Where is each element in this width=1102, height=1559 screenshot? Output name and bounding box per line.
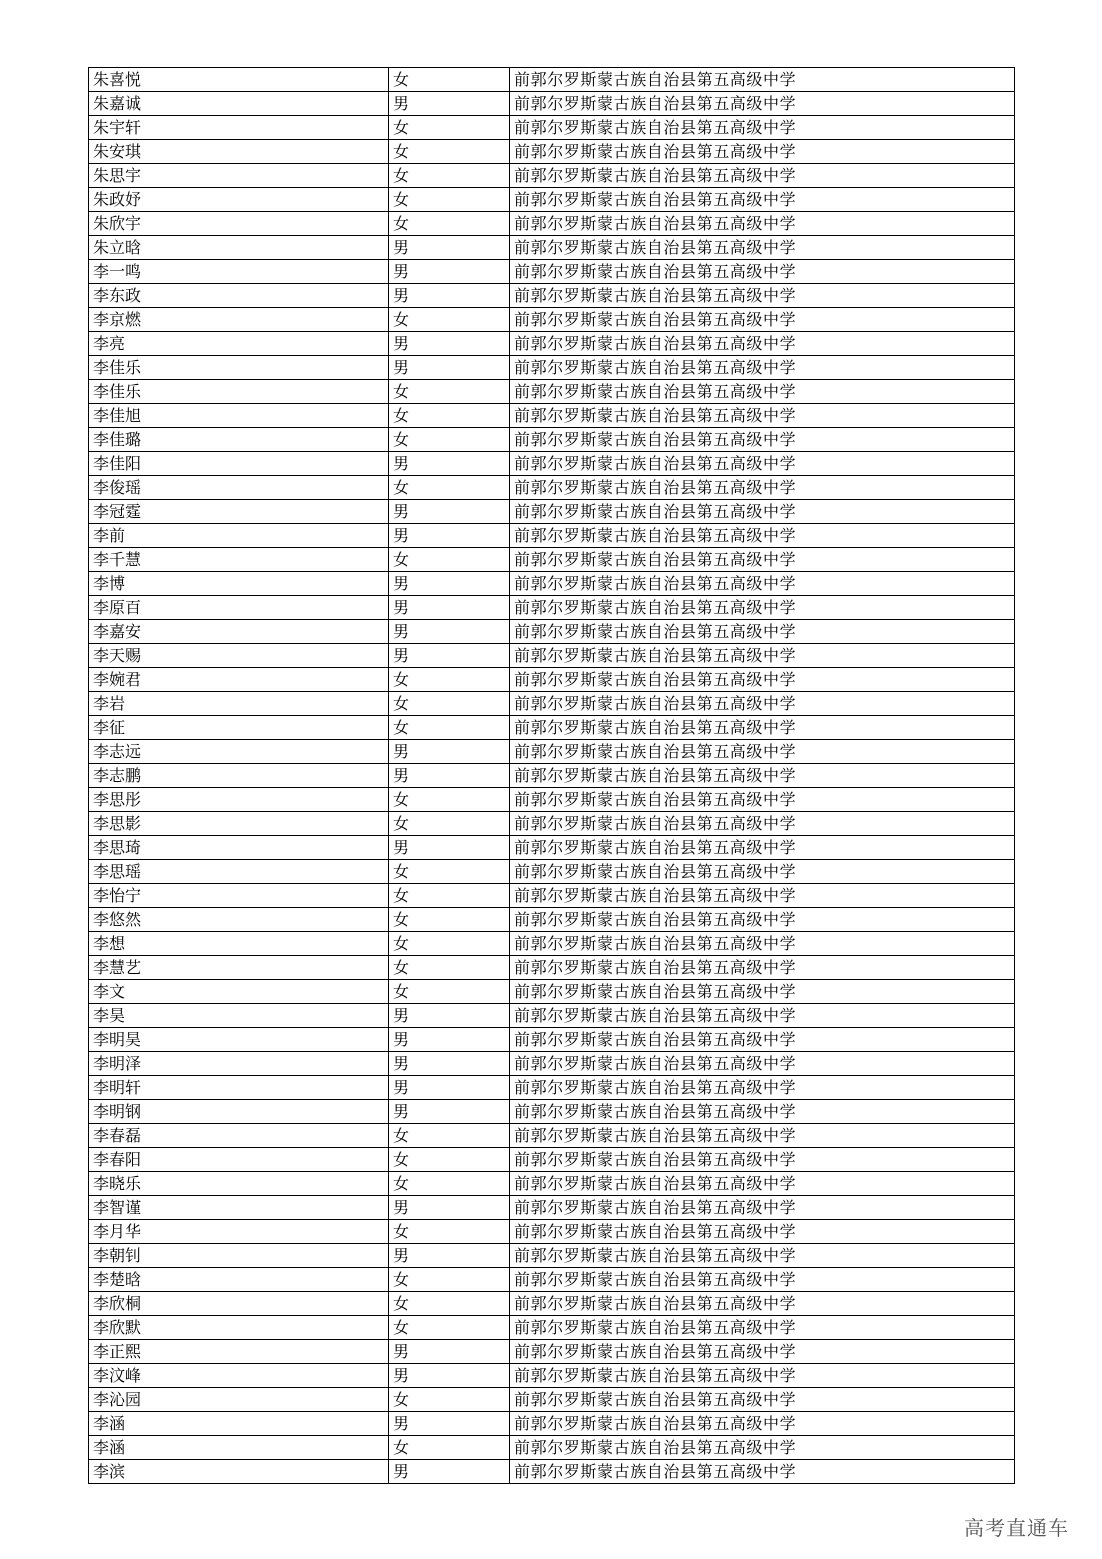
name-cell: 李前 (89, 524, 389, 548)
gender-cell: 女 (389, 716, 510, 740)
gender-cell: 男 (389, 260, 510, 284)
gender-cell: 男 (389, 836, 510, 860)
school-cell: 前郭尔罗斯蒙古族自治县第五高级中学 (510, 1316, 1015, 1340)
school-cell: 前郭尔罗斯蒙古族自治县第五高级中学 (510, 1148, 1015, 1172)
name-cell: 李明昊 (89, 1028, 389, 1052)
school-cell: 前郭尔罗斯蒙古族自治县第五高级中学 (510, 212, 1015, 236)
gender-cell: 女 (389, 932, 510, 956)
gender-cell: 女 (389, 212, 510, 236)
gender-cell: 男 (389, 1412, 510, 1436)
name-cell: 李佳乐 (89, 356, 389, 380)
table-row (89, 1388, 1015, 1412)
name-cell: 李昊 (89, 1004, 389, 1028)
school-cell: 前郭尔罗斯蒙古族自治县第五高级中学 (510, 644, 1015, 668)
table-row (89, 1076, 1015, 1100)
school-cell: 前郭尔罗斯蒙古族自治县第五高级中学 (510, 1292, 1015, 1316)
name-cell: 李欣默 (89, 1316, 389, 1340)
table-row (89, 1220, 1015, 1244)
school-cell: 前郭尔罗斯蒙古族自治县第五高级中学 (510, 980, 1015, 1004)
name-cell: 李明钢 (89, 1100, 389, 1124)
gender-cell: 女 (389, 1148, 510, 1172)
gender-cell: 女 (389, 140, 510, 164)
name-cell: 李月华 (89, 1220, 389, 1244)
gender-cell: 男 (389, 1076, 510, 1100)
table-row (89, 908, 1015, 932)
school-cell: 前郭尔罗斯蒙古族自治县第五高级中学 (510, 1268, 1015, 1292)
school-cell: 前郭尔罗斯蒙古族自治县第五高级中学 (510, 524, 1015, 548)
table-row (89, 116, 1015, 140)
school-cell: 前郭尔罗斯蒙古族自治县第五高级中学 (510, 1196, 1015, 1220)
name-cell: 李嘉安 (89, 620, 389, 644)
school-cell: 前郭尔罗斯蒙古族自治县第五高级中学 (510, 308, 1015, 332)
name-cell: 李涵 (89, 1436, 389, 1460)
name-cell: 李志鹏 (89, 764, 389, 788)
gender-cell: 女 (389, 188, 510, 212)
name-cell: 李佳璐 (89, 428, 389, 452)
school-cell: 前郭尔罗斯蒙古族自治县第五高级中学 (510, 692, 1015, 716)
name-cell: 李沁园 (89, 1388, 389, 1412)
gender-cell: 女 (389, 548, 510, 572)
gender-cell: 女 (389, 1220, 510, 1244)
gender-cell: 女 (389, 956, 510, 980)
table-row (89, 308, 1015, 332)
gender-cell: 男 (389, 764, 510, 788)
roster-table (88, 67, 1015, 1484)
school-cell: 前郭尔罗斯蒙古族自治县第五高级中学 (510, 860, 1015, 884)
table-row (89, 1028, 1015, 1052)
school-cell: 前郭尔罗斯蒙古族自治县第五高级中学 (510, 572, 1015, 596)
school-cell: 前郭尔罗斯蒙古族自治县第五高级中学 (510, 1388, 1015, 1412)
name-cell: 李京燃 (89, 308, 389, 332)
name-cell: 李佳乐 (89, 380, 389, 404)
school-cell: 前郭尔罗斯蒙古族自治县第五高级中学 (510, 932, 1015, 956)
table-row (89, 1316, 1015, 1340)
table-row (89, 1004, 1015, 1028)
name-cell: 李想 (89, 932, 389, 956)
name-cell: 李正熙 (89, 1340, 389, 1364)
roster-table-body (89, 68, 1015, 1484)
table-row (89, 1340, 1015, 1364)
table-row (89, 1412, 1015, 1436)
school-cell: 前郭尔罗斯蒙古族自治县第五高级中学 (510, 92, 1015, 116)
name-cell: 李东政 (89, 284, 389, 308)
gender-cell: 女 (389, 428, 510, 452)
school-cell: 前郭尔罗斯蒙古族自治县第五高级中学 (510, 452, 1015, 476)
gender-cell: 女 (389, 788, 510, 812)
gender-cell: 男 (389, 1364, 510, 1388)
name-cell: 朱欣宇 (89, 212, 389, 236)
gender-cell: 女 (389, 1268, 510, 1292)
table-row (89, 884, 1015, 908)
table-row (89, 932, 1015, 956)
gender-cell: 女 (389, 668, 510, 692)
table-row (89, 548, 1015, 572)
name-cell: 李春阳 (89, 1148, 389, 1172)
table-row (89, 68, 1015, 92)
name-cell: 李征 (89, 716, 389, 740)
school-cell: 前郭尔罗斯蒙古族自治县第五高级中学 (510, 548, 1015, 572)
name-cell: 李明泽 (89, 1052, 389, 1076)
name-cell: 李一鸣 (89, 260, 389, 284)
table-row (89, 1460, 1015, 1484)
table-row (89, 212, 1015, 236)
school-cell: 前郭尔罗斯蒙古族自治县第五高级中学 (510, 956, 1015, 980)
school-cell: 前郭尔罗斯蒙古族自治县第五高级中学 (510, 164, 1015, 188)
table-row (89, 644, 1015, 668)
name-cell: 李春磊 (89, 1124, 389, 1148)
name-cell: 朱政妤 (89, 188, 389, 212)
school-cell: 前郭尔罗斯蒙古族自治县第五高级中学 (510, 716, 1015, 740)
school-cell: 前郭尔罗斯蒙古族自治县第五高级中学 (510, 68, 1015, 92)
gender-cell: 男 (389, 1052, 510, 1076)
gender-cell: 女 (389, 1388, 510, 1412)
gender-cell: 男 (389, 92, 510, 116)
school-cell: 前郭尔罗斯蒙古族自治县第五高级中学 (510, 140, 1015, 164)
school-cell: 前郭尔罗斯蒙古族自治县第五高级中学 (510, 188, 1015, 212)
name-cell: 朱立晗 (89, 236, 389, 260)
name-cell: 李千慧 (89, 548, 389, 572)
school-cell: 前郭尔罗斯蒙古族自治县第五高级中学 (510, 1028, 1015, 1052)
table-row (89, 956, 1015, 980)
name-cell: 李智谨 (89, 1196, 389, 1220)
name-cell: 李俊瑶 (89, 476, 389, 500)
name-cell: 李明轩 (89, 1076, 389, 1100)
name-cell: 李佳旭 (89, 404, 389, 428)
name-cell: 李涵 (89, 1412, 389, 1436)
table-row (89, 980, 1015, 1004)
table-row (89, 476, 1015, 500)
school-cell: 前郭尔罗斯蒙古族自治县第五高级中学 (510, 1004, 1015, 1028)
table-row (89, 572, 1015, 596)
name-cell: 朱宇轩 (89, 116, 389, 140)
school-cell: 前郭尔罗斯蒙古族自治县第五高级中学 (510, 836, 1015, 860)
gender-cell: 女 (389, 812, 510, 836)
gender-cell: 男 (389, 524, 510, 548)
table-row (89, 92, 1015, 116)
table-row (89, 140, 1015, 164)
school-cell: 前郭尔罗斯蒙古族自治县第五高级中学 (510, 500, 1015, 524)
name-cell: 朱嘉诚 (89, 92, 389, 116)
school-cell: 前郭尔罗斯蒙古族自治县第五高级中学 (510, 1340, 1015, 1364)
gender-cell: 女 (389, 884, 510, 908)
school-cell: 前郭尔罗斯蒙古族自治县第五高级中学 (510, 620, 1015, 644)
table-row (89, 1052, 1015, 1076)
gender-cell: 男 (389, 740, 510, 764)
school-cell: 前郭尔罗斯蒙古族自治县第五高级中学 (510, 596, 1015, 620)
school-cell: 前郭尔罗斯蒙古族自治县第五高级中学 (510, 1100, 1015, 1124)
gender-cell: 男 (389, 1460, 510, 1484)
school-cell: 前郭尔罗斯蒙古族自治县第五高级中学 (510, 1244, 1015, 1268)
school-cell: 前郭尔罗斯蒙古族自治县第五高级中学 (510, 908, 1015, 932)
table-row (89, 1172, 1015, 1196)
gender-cell: 男 (389, 596, 510, 620)
name-cell: 李岩 (89, 692, 389, 716)
name-cell: 李滨 (89, 1460, 389, 1484)
school-cell: 前郭尔罗斯蒙古族自治县第五高级中学 (510, 812, 1015, 836)
school-cell: 前郭尔罗斯蒙古族自治县第五高级中学 (510, 884, 1015, 908)
name-cell: 李朝钊 (89, 1244, 389, 1268)
school-cell: 前郭尔罗斯蒙古族自治县第五高级中学 (510, 740, 1015, 764)
school-cell: 前郭尔罗斯蒙古族自治县第五高级中学 (510, 476, 1015, 500)
gender-cell: 男 (389, 356, 510, 380)
school-cell: 前郭尔罗斯蒙古族自治县第五高级中学 (510, 116, 1015, 140)
table-row (89, 1148, 1015, 1172)
gender-cell: 男 (389, 1100, 510, 1124)
name-cell: 李思影 (89, 812, 389, 836)
gender-cell: 女 (389, 1316, 510, 1340)
watermark: 高考直通车 (964, 1516, 1069, 1540)
school-cell: 前郭尔罗斯蒙古族自治县第五高级中学 (510, 1172, 1015, 1196)
name-cell: 李思琦 (89, 836, 389, 860)
name-cell: 李原百 (89, 596, 389, 620)
name-cell: 李怡宁 (89, 884, 389, 908)
gender-cell: 女 (389, 116, 510, 140)
table-row (89, 860, 1015, 884)
table-row (89, 1244, 1015, 1268)
gender-cell: 男 (389, 572, 510, 596)
school-cell: 前郭尔罗斯蒙古族自治县第五高级中学 (510, 1220, 1015, 1244)
gender-cell: 男 (389, 1004, 510, 1028)
school-cell: 前郭尔罗斯蒙古族自治县第五高级中学 (510, 260, 1015, 284)
table-row (89, 1292, 1015, 1316)
gender-cell: 男 (389, 1244, 510, 1268)
gender-cell: 男 (389, 236, 510, 260)
gender-cell: 女 (389, 1124, 510, 1148)
name-cell: 李天赐 (89, 644, 389, 668)
name-cell: 李博 (89, 572, 389, 596)
table-row (89, 1268, 1015, 1292)
school-cell: 前郭尔罗斯蒙古族自治县第五高级中学 (510, 1460, 1015, 1484)
name-cell: 李慧艺 (89, 956, 389, 980)
table-row (89, 380, 1015, 404)
gender-cell: 女 (389, 164, 510, 188)
table-row (89, 596, 1015, 620)
gender-cell: 女 (389, 68, 510, 92)
gender-cell: 女 (389, 1292, 510, 1316)
school-cell: 前郭尔罗斯蒙古族自治县第五高级中学 (510, 284, 1015, 308)
name-cell: 李志远 (89, 740, 389, 764)
name-cell: 朱喜悦 (89, 68, 389, 92)
gender-cell: 男 (389, 1340, 510, 1364)
gender-cell: 女 (389, 404, 510, 428)
table-row (89, 404, 1015, 428)
table-row (89, 1100, 1015, 1124)
gender-cell: 男 (389, 332, 510, 356)
table-row (89, 620, 1015, 644)
gender-cell: 女 (389, 692, 510, 716)
name-cell: 李晓乐 (89, 1172, 389, 1196)
name-cell: 李楚晗 (89, 1268, 389, 1292)
table-row (89, 524, 1015, 548)
table-row (89, 812, 1015, 836)
gender-cell: 男 (389, 1028, 510, 1052)
table-row (89, 284, 1015, 308)
school-cell: 前郭尔罗斯蒙古族自治县第五高级中学 (510, 1436, 1015, 1460)
table-row (89, 428, 1015, 452)
table-row (89, 188, 1015, 212)
table-row (89, 1124, 1015, 1148)
name-cell: 李佳阳 (89, 452, 389, 476)
name-cell: 李欣桐 (89, 1292, 389, 1316)
name-cell: 李汶峰 (89, 1364, 389, 1388)
gender-cell: 女 (389, 980, 510, 1004)
gender-cell: 女 (389, 1172, 510, 1196)
table-row (89, 332, 1015, 356)
table-row (89, 668, 1015, 692)
gender-cell: 女 (389, 1436, 510, 1460)
name-cell: 李思瑶 (89, 860, 389, 884)
table-row (89, 1436, 1015, 1460)
table-row (89, 500, 1015, 524)
school-cell: 前郭尔罗斯蒙古族自治县第五高级中学 (510, 764, 1015, 788)
gender-cell: 男 (389, 284, 510, 308)
name-cell: 李文 (89, 980, 389, 1004)
school-cell: 前郭尔罗斯蒙古族自治县第五高级中学 (510, 380, 1015, 404)
school-cell: 前郭尔罗斯蒙古族自治县第五高级中学 (510, 404, 1015, 428)
school-cell: 前郭尔罗斯蒙古族自治县第五高级中学 (510, 1364, 1015, 1388)
gender-cell: 女 (389, 476, 510, 500)
gender-cell: 女 (389, 380, 510, 404)
school-cell: 前郭尔罗斯蒙古族自治县第五高级中学 (510, 1076, 1015, 1100)
school-cell: 前郭尔罗斯蒙古族自治县第五高级中学 (510, 668, 1015, 692)
gender-cell: 男 (389, 500, 510, 524)
table-row (89, 1196, 1015, 1220)
gender-cell: 男 (389, 644, 510, 668)
table-row (89, 236, 1015, 260)
table-row (89, 164, 1015, 188)
school-cell: 前郭尔罗斯蒙古族自治县第五高级中学 (510, 1412, 1015, 1436)
name-cell: 李思彤 (89, 788, 389, 812)
gender-cell: 男 (389, 1196, 510, 1220)
name-cell: 李冠霆 (89, 500, 389, 524)
gender-cell: 女 (389, 908, 510, 932)
table-row (89, 764, 1015, 788)
table-row (89, 692, 1015, 716)
school-cell: 前郭尔罗斯蒙古族自治县第五高级中学 (510, 1052, 1015, 1076)
name-cell: 朱思宇 (89, 164, 389, 188)
table-row (89, 836, 1015, 860)
gender-cell: 女 (389, 860, 510, 884)
school-cell: 前郭尔罗斯蒙古族自治县第五高级中学 (510, 332, 1015, 356)
table-row (89, 1364, 1015, 1388)
name-cell: 李亮 (89, 332, 389, 356)
name-cell: 李婉君 (89, 668, 389, 692)
school-cell: 前郭尔罗斯蒙古族自治县第五高级中学 (510, 236, 1015, 260)
table-row (89, 740, 1015, 764)
name-cell: 朱安琪 (89, 140, 389, 164)
gender-cell: 男 (389, 452, 510, 476)
school-cell: 前郭尔罗斯蒙古族自治县第五高级中学 (510, 788, 1015, 812)
school-cell: 前郭尔罗斯蒙古族自治县第五高级中学 (510, 1124, 1015, 1148)
school-cell: 前郭尔罗斯蒙古族自治县第五高级中学 (510, 356, 1015, 380)
table-row (89, 260, 1015, 284)
gender-cell: 男 (389, 620, 510, 644)
name-cell: 李悠然 (89, 908, 389, 932)
table-row (89, 452, 1015, 476)
gender-cell: 女 (389, 308, 510, 332)
table-row (89, 716, 1015, 740)
school-cell: 前郭尔罗斯蒙古族自治县第五高级中学 (510, 428, 1015, 452)
table-row (89, 788, 1015, 812)
table-row (89, 356, 1015, 380)
